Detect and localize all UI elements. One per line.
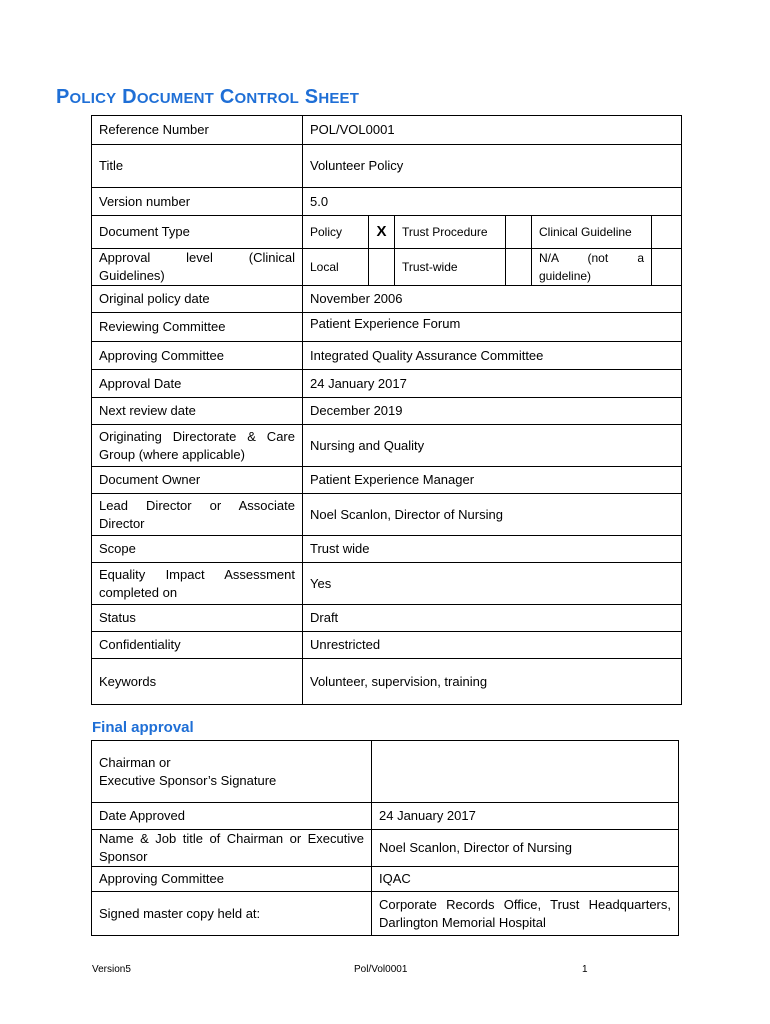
- table-row: [92, 892, 679, 936]
- field-value: December 2019: [303, 398, 682, 425]
- table-row: [92, 342, 682, 370]
- field-label: Confidentiality: [92, 632, 303, 659]
- field-label: Date Approved: [92, 803, 372, 830]
- option-trust-procedure: Trust Procedure: [395, 216, 506, 249]
- field-value: Volunteer Policy: [303, 145, 682, 188]
- final-approval-table: [91, 740, 679, 936]
- table-row: [92, 741, 679, 803]
- option-na: N/A (not a guideline): [532, 249, 652, 286]
- final-approval-heading: Final approval: [92, 719, 194, 736]
- field-label: Lead Director or Associate Director: [92, 494, 303, 536]
- footer-page-number: 1: [582, 964, 588, 975]
- field-label: Scope: [92, 536, 303, 563]
- table-row: [92, 563, 682, 605]
- table-row: [92, 867, 679, 892]
- table-row: [92, 632, 682, 659]
- table-row: [92, 830, 679, 867]
- checkbox-policy[interactable]: X: [369, 216, 395, 249]
- table-row: [92, 536, 682, 563]
- signature-field[interactable]: [372, 741, 679, 803]
- table-row: [92, 313, 682, 342]
- option-trust-wide: Trust-wide: [395, 249, 506, 286]
- table-row: [92, 467, 682, 494]
- field-value: 5.0: [303, 188, 682, 216]
- option-policy: Policy: [303, 216, 369, 249]
- checkbox-clinical-guideline[interactable]: [652, 216, 682, 249]
- field-value: Integrated Quality Assurance Committee: [303, 342, 682, 370]
- field-label: Reference Number: [92, 116, 303, 145]
- field-label: Original policy date: [92, 286, 303, 313]
- field-value: Draft: [303, 605, 682, 632]
- field-label: Originating Directorate & Care Group (where applicable): [92, 425, 303, 467]
- field-label: Title: [92, 145, 303, 188]
- field-value: Nursing and Quality: [303, 425, 682, 467]
- field-value: November 2006: [303, 286, 682, 313]
- checkbox-na[interactable]: [652, 249, 682, 286]
- field-value: Corporate Records Office, Trust Headquarters, Darlington Memorial Hospital: [372, 892, 679, 936]
- document-control-table: [91, 115, 682, 705]
- footer-version: Version5: [92, 964, 131, 975]
- field-label: Version number: [92, 188, 303, 216]
- field-value: Patient Experience Manager: [303, 467, 682, 494]
- option-clinical-guideline: Clinical Guideline: [532, 216, 652, 249]
- field-value: IQAC: [372, 867, 679, 892]
- table-row: [92, 398, 682, 425]
- table-row: [92, 494, 682, 536]
- table-row: [92, 659, 682, 705]
- field-value: Volunteer, supervision, training: [303, 659, 682, 705]
- field-label: Reviewing Committee: [92, 313, 303, 342]
- field-value: Noel Scanlon, Director of Nursing: [303, 494, 682, 536]
- field-value: Unrestricted: [303, 632, 682, 659]
- checkbox-trust-procedure[interactable]: [506, 216, 532, 249]
- table-row: [92, 145, 682, 188]
- table-row: [92, 216, 682, 249]
- field-label: Approving Committee: [92, 342, 303, 370]
- table-row: [92, 803, 679, 830]
- field-value: Noel Scanlon, Director of Nursing: [372, 830, 679, 867]
- field-label: Status: [92, 605, 303, 632]
- field-value: Patient Experience Forum: [303, 313, 682, 342]
- field-label: Signed master copy held at:: [92, 892, 372, 936]
- field-label: Name & Job title of Chairman or Executive Sponsor: [92, 830, 372, 867]
- table-row: [92, 249, 682, 286]
- field-label: Equality Impact Assessment completed on: [92, 563, 303, 605]
- field-value: Yes: [303, 563, 682, 605]
- field-label: Approval level (Clinical Guidelines): [92, 249, 303, 286]
- footer-reference: Pol/Vol0001: [354, 964, 408, 975]
- table-row: [92, 605, 682, 632]
- field-label: Document Type: [92, 216, 303, 249]
- table-row: [92, 286, 682, 313]
- field-label: Approval Date: [92, 370, 303, 398]
- signature-label: Chairman or Executive Sponsor’s Signature: [92, 741, 372, 803]
- field-label: Next review date: [92, 398, 303, 425]
- page-title: POLICY DOCUMENT CONTROL SHEET: [56, 86, 360, 108]
- field-value: 24 January 2017: [372, 803, 679, 830]
- field-value: POL/VOL0001: [303, 116, 682, 145]
- table-row: [92, 370, 682, 398]
- table-row: [92, 188, 682, 216]
- field-value: Trust wide: [303, 536, 682, 563]
- table-row: [92, 425, 682, 467]
- field-label: Keywords: [92, 659, 303, 705]
- field-label: Document Owner: [92, 467, 303, 494]
- checkbox-trust-wide[interactable]: [506, 249, 532, 286]
- checkbox-local[interactable]: [369, 249, 395, 286]
- field-label: Approving Committee: [92, 867, 372, 892]
- field-value: 24 January 2017: [303, 370, 682, 398]
- option-local: Local: [303, 249, 369, 286]
- table-row: [92, 116, 682, 145]
